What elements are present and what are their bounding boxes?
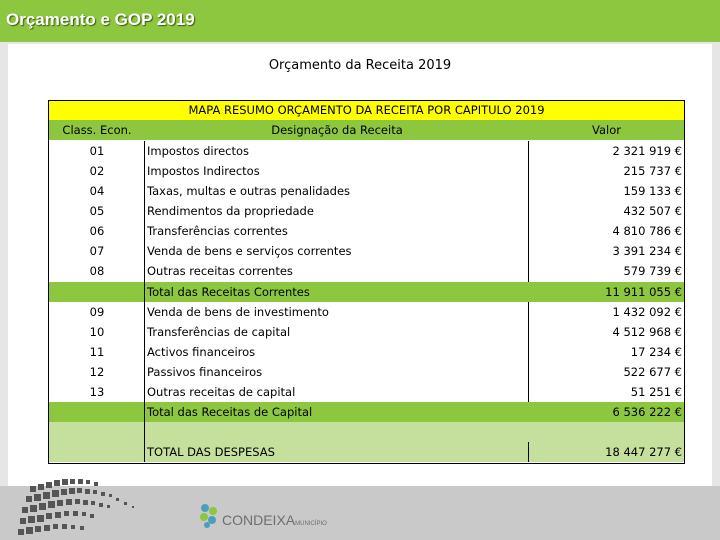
row-desc: Transferências de capital (147, 325, 291, 339)
col-divider (528, 442, 529, 462)
logo-name: CONDEIXA (222, 512, 296, 528)
row-value: 4 810 786 € (612, 224, 682, 238)
page-title: Orçamento e GOP 2019 (6, 10, 195, 29)
row-desc: Transferências correntes (147, 224, 288, 238)
condeixa-logo-icon (196, 500, 222, 530)
row-code: 13 (89, 385, 105, 399)
row-desc: Rendimentos da propriedade (147, 204, 314, 218)
col-divider (144, 141, 145, 462)
row-desc: Impostos directos (147, 144, 250, 158)
row-desc: Outras receitas de capital (147, 385, 296, 399)
table-banner-row (49, 101, 684, 120)
row-code: 12 (89, 365, 105, 379)
row-code: 02 (89, 164, 105, 178)
row-value: 3 391 234 € (612, 244, 682, 258)
row-value: 522 677 € (623, 365, 682, 379)
row-code: 10 (89, 325, 105, 339)
row-value: 215 737 € (623, 164, 682, 178)
row-desc: Activos financeiros (147, 345, 256, 359)
slide-content (8, 44, 712, 486)
col-header-value: Valor (592, 123, 621, 137)
row-value: 579 739 € (623, 264, 682, 278)
row-code: 08 (89, 264, 105, 278)
slide-title: Orçamento da Receita 2019 (268, 58, 452, 73)
row-desc: Venda de bens e serviços correntes (147, 244, 352, 258)
total-capital-value: 6 536 222 € (612, 405, 682, 419)
dot-pattern-decoration (16, 476, 216, 540)
row-code: 07 (89, 244, 105, 258)
row-value: 1 432 092 € (612, 305, 682, 319)
col-header-code: Class. Econ. (62, 123, 132, 137)
revenue-summary-table (48, 100, 685, 464)
row-desc: Taxas, multas e outras penalidades (147, 184, 351, 198)
grand-total-value: 18 447 277 € (605, 445, 682, 459)
row-desc: Outras receitas correntes (147, 264, 293, 278)
row-code: 06 (89, 224, 105, 238)
row-value: 17 234 € (630, 345, 682, 359)
logo-sub: MUNICÍPIO (295, 521, 327, 527)
table-header-row (49, 120, 684, 140)
col-divider (528, 302, 529, 402)
row-value: 51 251 € (630, 385, 682, 399)
row-code: 11 (89, 345, 105, 359)
row-code: 09 (89, 305, 105, 319)
row-value: 4 512 968 € (612, 325, 682, 339)
header-bar (0, 0, 720, 42)
row-code: 01 (89, 144, 105, 158)
col-divider (144, 442, 145, 462)
total-capital-label: Total das Receitas de Capital (147, 405, 313, 419)
col-header-desc: Designação da Receita (271, 123, 403, 137)
row-desc: Impostos Indirectos (147, 164, 260, 178)
total-current-label: Total das Receitas Correntes (147, 285, 310, 299)
row-value: 159 133 € (623, 184, 682, 198)
row-code: 04 (89, 184, 105, 198)
row-value: 432 507 € (623, 204, 682, 218)
row-desc: Passivos financeiros (147, 365, 263, 379)
table-banner: MAPA RESUMO ORÇAMENTO DA RECEITA POR CAPITULO 2019 (188, 103, 545, 117)
grand-total-label: TOTAL DAS DESPESAS (147, 445, 275, 459)
col-divider (528, 141, 529, 282)
row-desc: Venda de bens de investimento (147, 305, 329, 319)
total-current-value: 11 911 055 € (605, 285, 682, 299)
condeixa-logo-text (222, 512, 327, 528)
row-code: 05 (89, 204, 105, 218)
row-value: 2 321 919 € (612, 144, 682, 158)
